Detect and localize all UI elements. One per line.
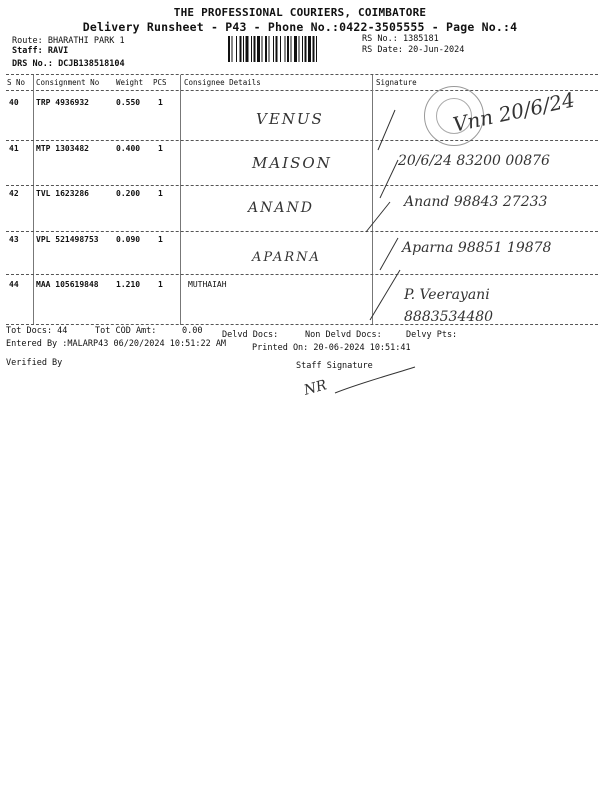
col-divider xyxy=(33,75,34,325)
barcode xyxy=(228,36,356,62)
barcode-bar xyxy=(308,36,311,62)
rs-no-line xyxy=(362,34,439,44)
barcode-bar xyxy=(280,36,281,62)
row-44-weight: 1.210 xyxy=(116,280,141,289)
row-40-sno: 40 xyxy=(9,98,19,107)
barcode-bar xyxy=(305,36,307,62)
barcode-bar xyxy=(232,36,233,62)
barcode-bar xyxy=(276,36,278,62)
row-40-handwritten-name: VENUS xyxy=(256,110,324,128)
col-divider xyxy=(180,75,181,325)
route-label: Route: xyxy=(12,36,48,46)
barcode-bar xyxy=(285,36,286,62)
header-bottom-rule xyxy=(6,90,598,91)
row-44-consignment: MAA 105619848 xyxy=(36,280,99,289)
barcode-bar xyxy=(294,36,297,62)
rs-no-label: RS No.: xyxy=(362,34,403,44)
row-41-pcs: 1 xyxy=(158,144,163,153)
row-44-signature: P. Veerayani 8883534480 xyxy=(404,287,494,325)
row-41-handwritten-name: MAISON xyxy=(252,154,332,172)
rs-no-value: 1385181 xyxy=(402,34,439,44)
staff-signature-stroke xyxy=(330,365,420,395)
row-43-sno: 43 xyxy=(9,235,19,244)
barcode-bar xyxy=(265,36,267,62)
table-bottom-rule xyxy=(6,324,598,325)
row-rule xyxy=(6,231,598,232)
header-top-rule xyxy=(6,74,598,75)
staff-signature-label: Staff Signature xyxy=(296,361,373,371)
barcode-bar xyxy=(228,36,230,62)
barcode-bar xyxy=(302,36,303,62)
row-41-signature: 20/6/24 83200 00876 xyxy=(398,153,550,169)
staff-signature-hand: NR xyxy=(302,377,329,399)
barcode-bar xyxy=(251,36,252,62)
barcode-bar xyxy=(313,36,315,62)
col-consignment: Consignment No xyxy=(36,78,100,87)
col-sno: S No xyxy=(7,78,26,87)
row-44-consignee: MUTHAIAH xyxy=(188,280,227,289)
staff-value: RAVI xyxy=(47,46,69,56)
signature-tick-marks xyxy=(350,90,440,330)
row-43-consignment: VPL 521498753 xyxy=(36,235,99,244)
row-41-weight: 0.400 xyxy=(116,144,141,153)
printed-on: Printed On: 20-06-2024 10:51:41 xyxy=(252,343,411,353)
row-41-sno: 41 xyxy=(9,144,19,153)
col-pcs: PCS xyxy=(153,78,167,87)
row-40-pcs: 1 xyxy=(158,98,163,107)
row-44-sno: 44 xyxy=(9,280,19,289)
runsheet-subtitle: Delivery Runsheet - P43 - Phone No.:0422-3505555 - Page No.:4 xyxy=(82,20,518,34)
rs-date-value: 20-Jun-2024 xyxy=(408,45,465,55)
barcode-bar xyxy=(269,36,270,62)
barcode-bar xyxy=(316,36,317,62)
row-42-signature: Anand 98843 27233 xyxy=(404,194,548,210)
delivered-docs: Delvd Docs: xyxy=(222,330,279,340)
row-42-pcs: 1 xyxy=(158,189,163,198)
barcode-bar xyxy=(240,36,242,62)
barcode-bar xyxy=(236,36,237,62)
drs-value: DCJB138518104 xyxy=(58,59,125,69)
col-consignee: Consignee Details xyxy=(184,78,261,87)
row-43-signature: Aparna 98851 19878 xyxy=(402,240,552,256)
row-rule xyxy=(6,185,598,186)
row-42-consignment: TVL 1623286 xyxy=(36,189,89,198)
drs-label: DRS No.: xyxy=(12,59,59,69)
verified-by: Verified By xyxy=(6,358,63,368)
row-42-weight: 0.200 xyxy=(116,189,141,198)
non-delivered-docs: Non Delvd Docs: xyxy=(305,330,382,340)
row-rule xyxy=(6,274,598,275)
row-42-handwritten-name: ANAND xyxy=(248,200,314,216)
col-weight: Weight xyxy=(116,78,144,87)
row-41-consignment: MTP 1303482 xyxy=(36,144,89,153)
row-40-signature: Vnn 20/6/24 xyxy=(450,87,577,137)
total-docs: Tot Docs: 44 xyxy=(6,326,68,336)
rs-date-label: RS Date: xyxy=(362,45,409,55)
staff-line xyxy=(12,46,68,56)
barcode-bar xyxy=(273,36,274,62)
row-43-pcs: 1 xyxy=(158,235,163,244)
route-value: BHARATHI PARK 1 xyxy=(47,36,125,46)
row-40-weight: 0.550 xyxy=(116,98,141,107)
route-line xyxy=(12,36,125,46)
barcode-bar xyxy=(262,36,263,62)
barcode-bar xyxy=(287,36,289,62)
row-43-handwritten-name: APARNA xyxy=(252,250,321,265)
row-rule xyxy=(6,140,598,141)
row-42-sno: 42 xyxy=(9,189,19,198)
row-40-consignment: TRP 4936932 xyxy=(36,98,89,107)
barcode-bar xyxy=(291,36,292,62)
row-43-weight: 0.090 xyxy=(116,235,141,244)
barcode-bar xyxy=(246,36,249,62)
barcode-bar xyxy=(243,36,244,62)
barcode-bar xyxy=(299,36,300,62)
barcode-bar xyxy=(257,36,260,62)
col-signature: Signature xyxy=(376,78,417,87)
entered-by: Entered By :MALARP43 06/20/2024 10:51:22 AM xyxy=(6,339,227,349)
delivery-points: Delvy Pts: xyxy=(406,330,458,340)
staff-label: Staff: xyxy=(12,46,48,56)
company-title: THE PROFESSIONAL COURIERS, COIMBATORE xyxy=(173,6,427,19)
total-cod: Tot COD Amt: 0.00 xyxy=(95,326,203,336)
rs-date-line xyxy=(362,45,464,55)
barcode-bar xyxy=(254,36,256,62)
drs-line xyxy=(12,59,125,69)
row-44-pcs: 1 xyxy=(158,280,163,289)
